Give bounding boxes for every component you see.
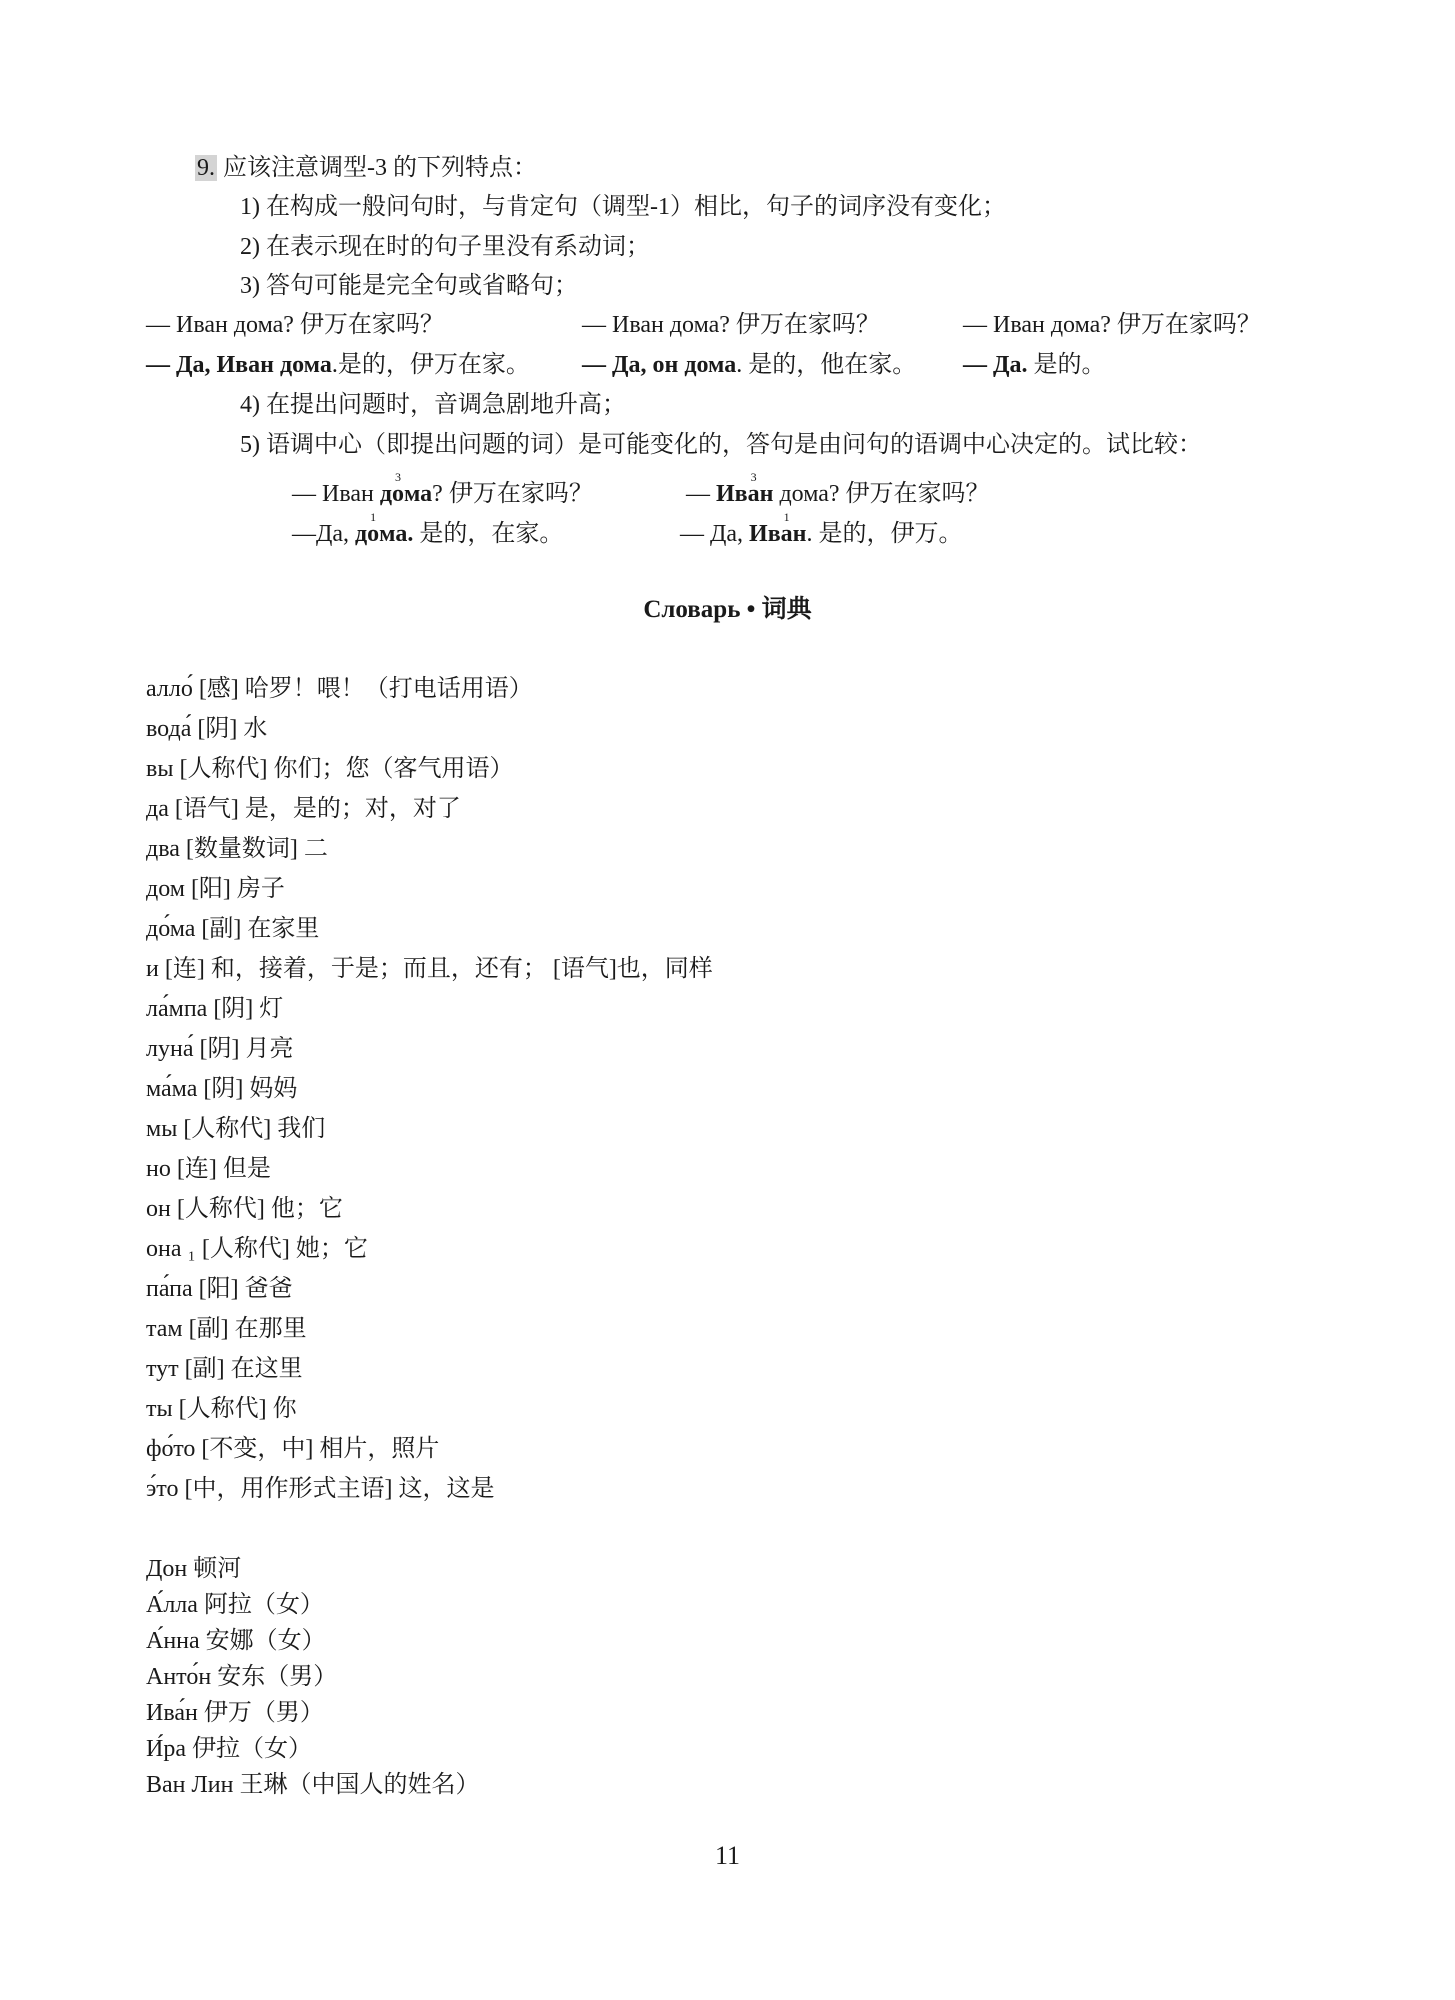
cr2-b2: а	[780, 521, 793, 547]
point-4: 4) 在提出问题时，音调急剧地升高；	[240, 392, 626, 418]
cr1-stressed	[747, 470, 760, 507]
answer-2-bold: Да, он дома	[612, 352, 737, 378]
answer-1-rest: .是的，伊万在家。	[331, 352, 530, 378]
dict-entry: э́то [中，用作形式主语] 这，这是	[146, 1476, 495, 1502]
cr2-c: . 是的，伊万。	[806, 521, 963, 547]
name-entry: Дон 顿河	[146, 1556, 242, 1582]
dict-entry: она ₁ [人称代] 她；它	[146, 1236, 368, 1262]
example-answer-1	[146, 353, 530, 377]
cl1-c: ? 伊万在家吗？	[432, 481, 593, 507]
cr1-c: дома? 伊万在家吗？	[773, 481, 990, 507]
example-question-2: — Иван дома? 伊万在家吗？	[582, 312, 880, 338]
dict-entry: дом [阳] 房子	[146, 876, 285, 902]
cl1-b2: о	[391, 481, 404, 507]
dict-entry: тут [副] 在这里	[146, 1356, 303, 1382]
dict-entry: два [数量数词] 二	[146, 836, 328, 862]
cr1-b3: н	[759, 481, 774, 507]
answer-3-rest: 是的。	[1027, 352, 1106, 378]
dict-entry: вода́ [阴] 水	[146, 716, 268, 742]
name-entry: А́лла 阿拉（女）	[146, 1592, 324, 1618]
dict-entry: ма́ма [阴] 妈妈	[146, 1076, 298, 1102]
item-number: 9.	[197, 155, 215, 181]
point-3: 3) 答句可能是完全句或省略句；	[240, 273, 578, 299]
answer-2-prefix: —	[582, 352, 612, 378]
answer-3-bold: Да.	[993, 352, 1028, 378]
dict-entry: луна́ [阴] 月亮	[146, 1036, 294, 1062]
name-entry: Анто́н 安东（男）	[146, 1664, 338, 1690]
answer-1-bold: Да, Иван дома	[176, 352, 332, 378]
example-answer-2	[582, 353, 916, 377]
cl1-b3: ма	[403, 481, 433, 507]
name-entry: А́нна 安娜（女）	[146, 1628, 326, 1654]
name-entry: Ван Лин 王琳（中国人的姓名）	[146, 1772, 480, 1798]
cr1-b2: а	[747, 481, 760, 507]
intonation-mark: 1	[370, 510, 377, 524]
answer-1-prefix: —	[146, 352, 176, 378]
answer-2-rest: . 是的，他在家。	[736, 352, 917, 378]
cr2-a: — Да,	[680, 521, 750, 547]
dict-entry: вы [人称代] 你们；您（客气用语）	[146, 756, 514, 782]
dict-entry: алло́ [感] 哈罗！喂！（打电话用语）	[146, 676, 533, 702]
dict-entry: да [语气] 是，是的；对，对了	[146, 796, 461, 822]
section-heading	[195, 156, 537, 180]
cl1-b1: д	[379, 481, 392, 507]
intonation-mark: 3	[394, 470, 401, 484]
example-answer-3	[963, 353, 1106, 377]
cr2-b1: Ив	[749, 521, 781, 547]
example-question-3: — Иван дома? 伊万在家吗？	[963, 312, 1261, 338]
heading-text: 应该注意调型-3 的下列特点：	[223, 155, 537, 181]
dict-entry: там [副] 在那里	[146, 1316, 307, 1342]
dict-entry: фо́то [不变，中] 相片，照片	[146, 1436, 440, 1462]
point-1: 1) 在构成一般问句时，与肯定句（调型-1）相比，句子的词序没有变化；	[240, 194, 1006, 220]
compare-right-question	[686, 470, 990, 507]
cl1-stressed	[391, 470, 404, 507]
compare-right-answer	[680, 510, 963, 547]
page-number: 11	[714, 1841, 741, 1870]
cl2-c: 是的，在家。	[413, 521, 564, 547]
cr1-a: —	[686, 481, 716, 507]
cl2-stressed	[367, 510, 380, 547]
cl2-b1: д	[355, 521, 368, 547]
example-question-1: — Иван дома? 伊万在家吗？	[146, 312, 444, 338]
dict-entry: но [连] 但是	[146, 1156, 271, 1182]
cr2-stressed	[780, 510, 793, 547]
cl1-a: — Иван	[292, 481, 380, 507]
name-entry: И́ра 伊拉（女）	[146, 1736, 312, 1762]
dict-entry: он [人称代] 他；它	[146, 1196, 343, 1222]
dict-entry: ты [人称代] 你	[146, 1396, 297, 1422]
cl2-b3: ма.	[379, 521, 414, 547]
point-2: 2) 在表示现在时的句子里没有系动词；	[240, 234, 650, 260]
compare-left-question	[292, 470, 593, 507]
cl2-b2: о	[367, 521, 380, 547]
dict-entry: ла́мпа [阴] 灯	[146, 996, 284, 1022]
dict-entry: и [连] 和，接着，于是；而且，还有； [语气]也，同样	[146, 956, 713, 982]
dict-entry: па́па [阳] 爸爸	[146, 1276, 293, 1302]
dictionary-title: Словарь • 词典	[643, 596, 812, 623]
answer-3-prefix: —	[963, 352, 993, 378]
name-entry: Ива́н 伊万（男）	[146, 1700, 324, 1726]
intonation-mark: 1	[783, 510, 790, 524]
point-5: 5) 语调中心（即提出问题的词）是可能变化的，答句是由问句的语调中心决定的。试比较：	[240, 432, 1202, 458]
dict-entry: мы [人称代] 我们	[146, 1116, 326, 1142]
intonation-mark: 3	[750, 470, 757, 484]
cl2-a: —Да,	[292, 521, 356, 547]
compare-left-answer	[292, 510, 564, 547]
cr2-b3: н	[792, 521, 807, 547]
dict-entry: до́ма [副] 在家里	[146, 916, 320, 942]
cr1-b1: Ив	[716, 481, 748, 507]
